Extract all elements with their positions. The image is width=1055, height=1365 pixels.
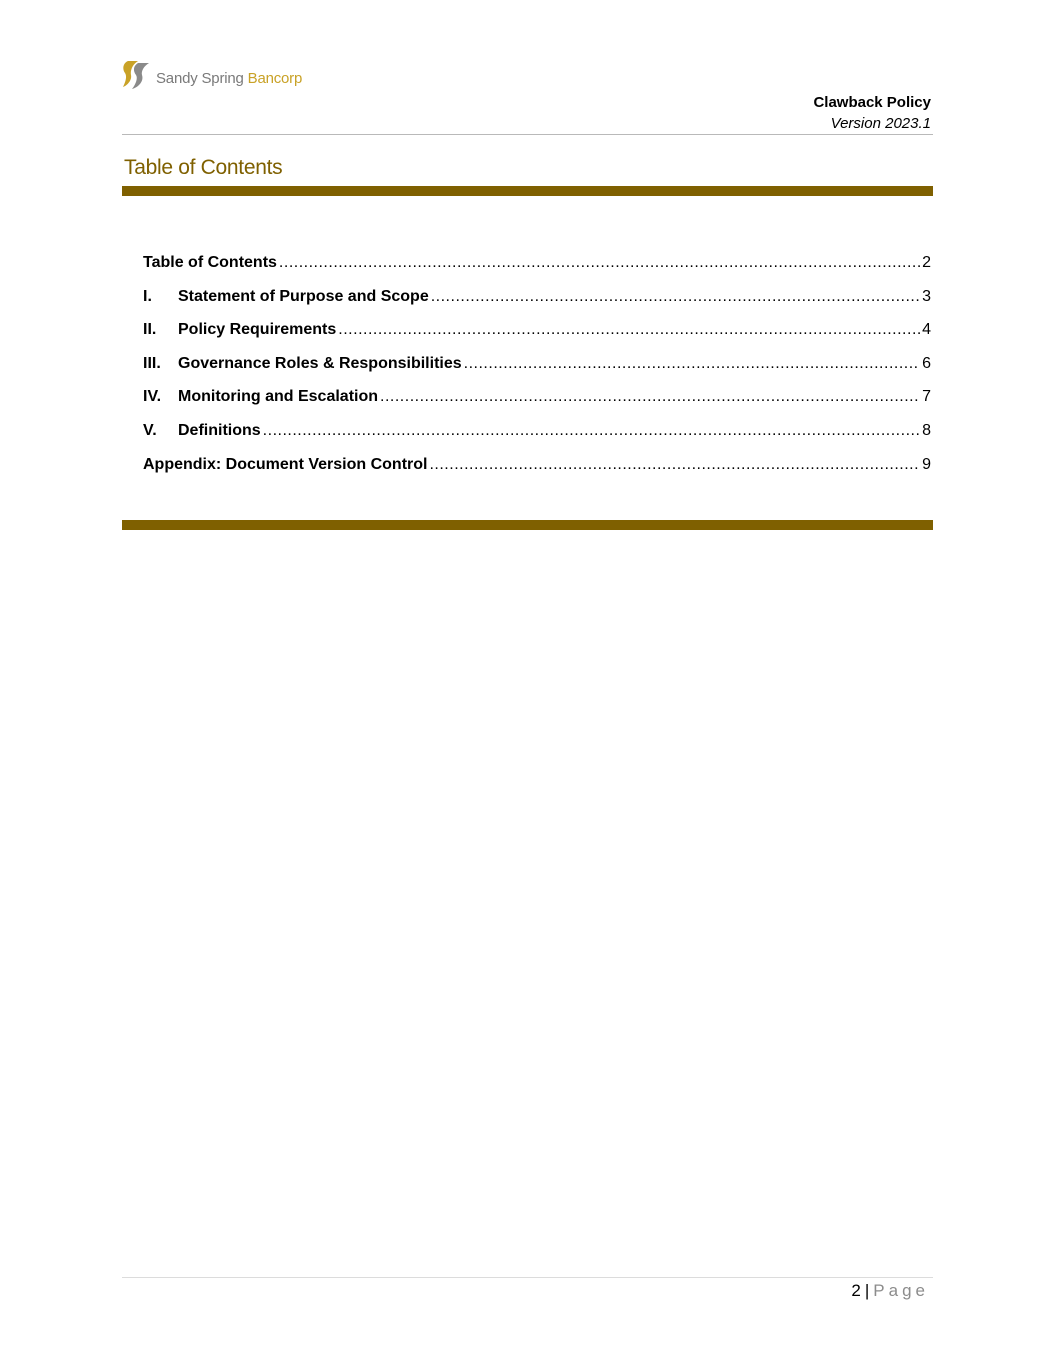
toc-entry-page: 3 — [922, 287, 931, 305]
toc-bottom-accent-bar — [122, 520, 933, 530]
document-version: Version 2023.1 — [830, 115, 931, 132]
toc-entry-page: 9 — [922, 455, 931, 473]
logo-mark-icon — [122, 60, 152, 90]
toc-entry-title: Appendix: Document Version Control — [143, 455, 428, 473]
toc-entry-title: Policy Requirements — [178, 321, 337, 339]
toc-entry[interactable] — [143, 355, 931, 389]
toc-entry-title: Table of Contents — [143, 254, 277, 271]
toc-entry-number: IV. — [143, 388, 162, 406]
toc-entry-title: Statement of Purpose and Scope — [178, 287, 429, 305]
toc-entry-page: 7 — [922, 388, 931, 406]
toc-entry[interactable] — [143, 456, 931, 490]
footer-page-label: Page — [873, 1281, 929, 1300]
toc-dot-leader — [380, 388, 920, 406]
logo-text-bancorp: Bancorp — [247, 69, 303, 87]
toc-entry[interactable] — [143, 321, 931, 355]
toc-entry[interactable] — [143, 288, 931, 322]
toc-dot-leader — [429, 456, 920, 474]
footer-separator: | — [864, 1281, 870, 1300]
toc-entry[interactable] — [143, 388, 931, 422]
toc-dot-leader — [338, 321, 920, 339]
logo-wordmark — [156, 70, 302, 87]
toc-entry-page: 4 — [922, 321, 931, 339]
toc-entry-page: 8 — [922, 421, 931, 439]
toc-entry[interactable] — [143, 254, 931, 288]
company-logo — [122, 60, 302, 90]
heading-accent-bar — [122, 186, 933, 196]
footer-page-number: 2 — [851, 1281, 861, 1300]
toc-entry-number: V. — [143, 421, 157, 439]
toc-entry-number: I. — [143, 287, 152, 305]
toc-entry-title: Monitoring and Escalation — [178, 388, 379, 406]
toc-entry[interactable] — [143, 422, 931, 456]
footer-divider — [122, 1277, 933, 1278]
page-footer — [851, 1281, 929, 1301]
toc-entry-page: 2 — [922, 254, 931, 271]
toc-entry-number: III. — [143, 354, 161, 372]
toc-dot-leader — [279, 254, 920, 272]
toc-entry-title: Governance Roles & Responsibilities — [178, 354, 462, 372]
toc-entry-title: Definitions — [178, 421, 261, 439]
toc-dot-leader — [431, 288, 920, 306]
logo-text-sandy-spring: Sandy Spring — [156, 69, 244, 87]
document-header-info — [813, 92, 931, 134]
toc-dot-leader — [464, 355, 920, 373]
page-title: Table of Contents — [124, 156, 283, 179]
toc-entry-page: 6 — [922, 354, 931, 372]
toc-dot-leader — [263, 422, 920, 440]
document-title: Clawback Policy — [813, 94, 931, 111]
header-divider — [122, 134, 933, 135]
table-of-contents — [143, 254, 931, 489]
toc-entry-number: II. — [143, 321, 157, 339]
